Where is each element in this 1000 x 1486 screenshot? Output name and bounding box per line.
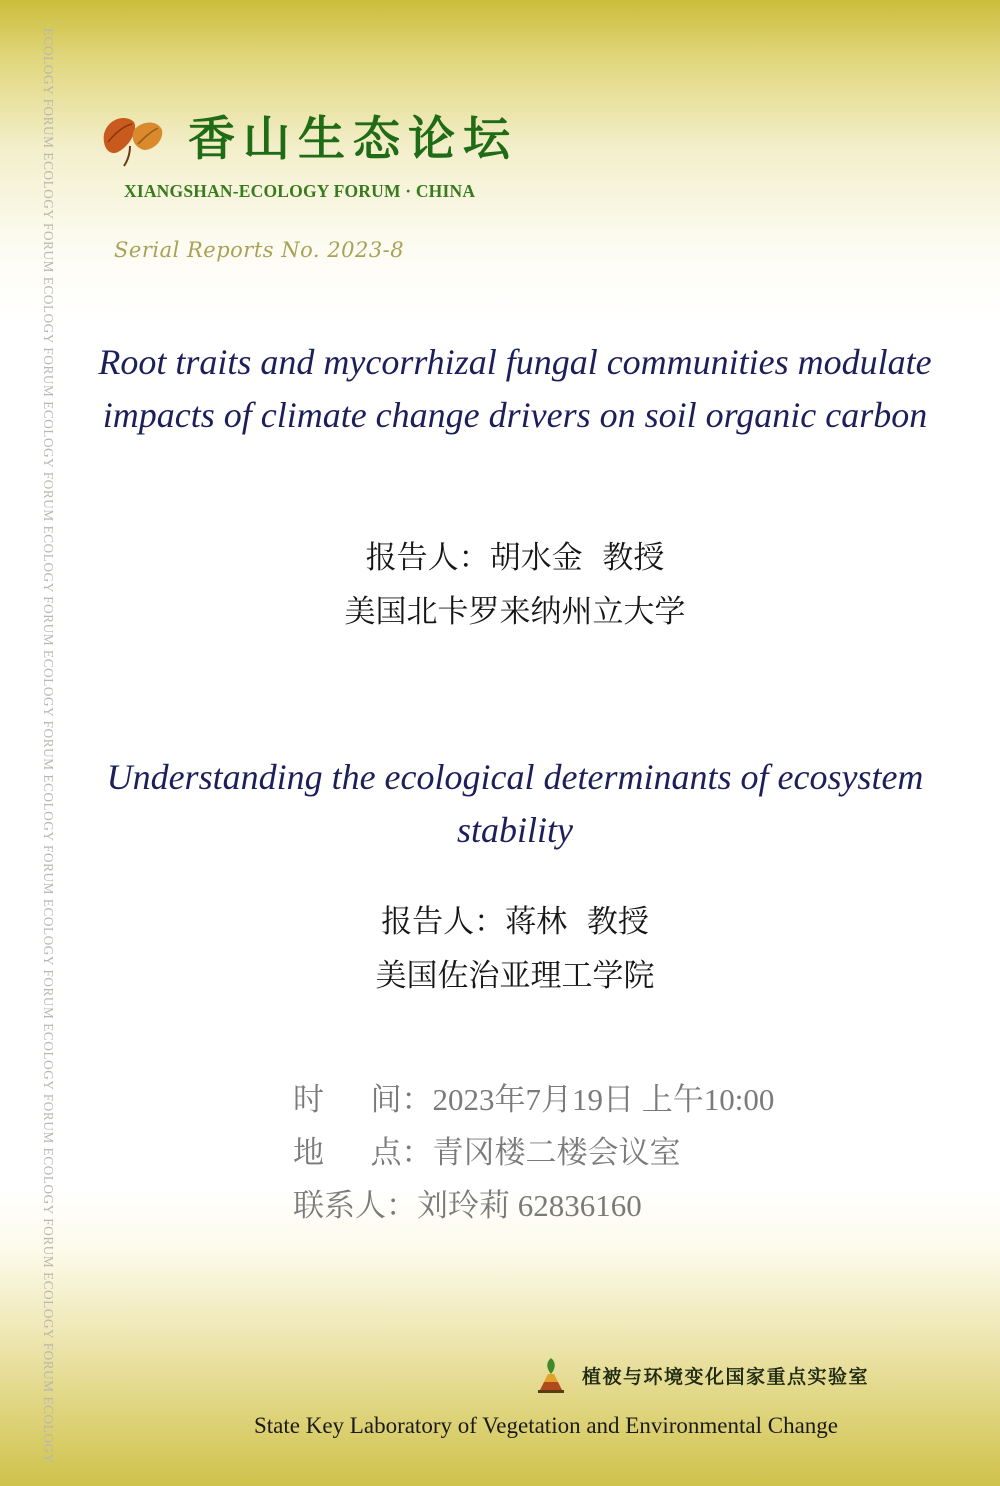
forum-title-cn: 香山生态论坛	[188, 112, 518, 167]
talk2-speaker: 报告人：蒋林 教授	[381, 904, 649, 940]
event-time: 时 间：2023年7月19日 上午10:00	[293, 1082, 775, 1117]
talk1-speaker: 报告人：胡水金 教授	[365, 540, 665, 576]
lab-logo-icon	[536, 1356, 566, 1394]
talk1-title: Root traits and mycorrhizal fungal communities modulate impacts of climate change drivers on soil organic carbon	[98, 342, 932, 435]
talk2-affiliation: 美国佐治亚理工学院	[375, 958, 655, 994]
event-place: 地 点：青冈楼二楼会议室	[293, 1135, 681, 1170]
forum-title-en: XIANGSHAN-ECOLOGY FORUM · CHINA	[124, 181, 476, 201]
talk1-affiliation: 美国北卡罗来纳州立大学	[344, 594, 686, 630]
side-watermark-text: ECOLOGY FORUM ECOLOGY FORUM ECOLOGY FORUM ECOLOGY FORUM ECOLOGY FORUM ECOLOGY FORUM ECOLOGY FORUM ECOLOGY FORUM ECOLOGY FORUM ECOLOGY FORUM ECOLOGY FORUM ECOLOGY	[41, 28, 56, 1464]
event-contact: 联系人：刘玲莉 62836160	[293, 1188, 642, 1223]
leaf-logo-icon	[100, 112, 170, 168]
lab-name-en: State Key Laboratory of Vegetation and Environmental Change	[254, 1413, 838, 1438]
lab-name-cn: 植被与环境变化国家重点实验室	[582, 1366, 870, 1388]
serial-number: Serial Reports No. 2023-8	[114, 238, 405, 262]
talk2-title: Understanding the ecological determinants of ecosystem stability	[106, 757, 924, 850]
